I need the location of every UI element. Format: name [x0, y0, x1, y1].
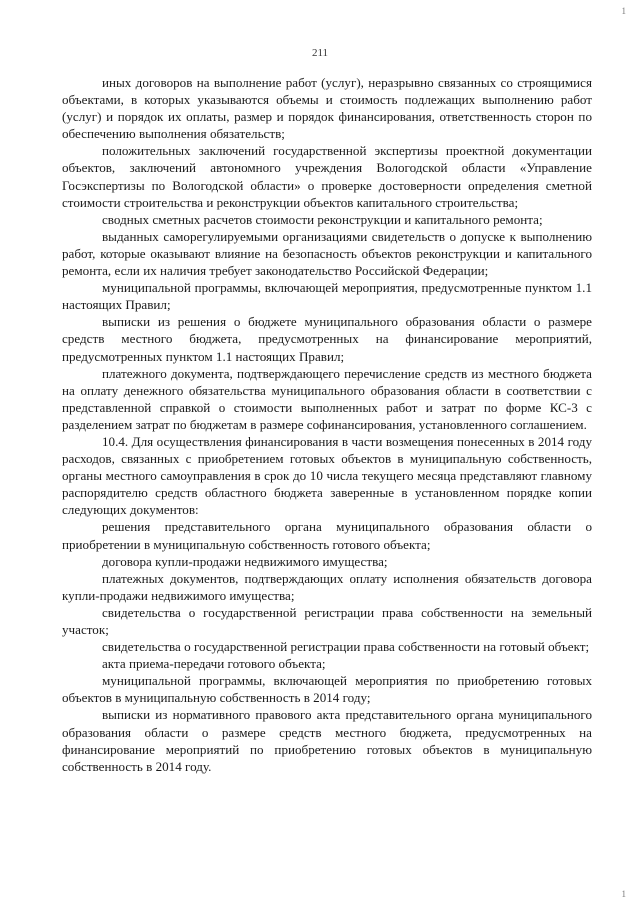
paragraph-expertise-conclusions: положительных заключений государственной экспертизы проектной документации объектов, заключений автономного учреждения Вологодской области «Управление Госэкспертизы по Вологодской области» о проверке достоверности определения сметной стоимости строительства и реконструкции объектов капитального строительства;	[62, 143, 592, 210]
paragraph-municipal-program: муниципальной программы, включающей мероприятия, предусмотренные пунктом 1.1 настоящих Правил;	[62, 280, 592, 313]
paragraph-payment-document: платежного документа, подтверждающего перечисление средств из местного бюджета на оплату денежного обязательства муниципального образования области в соответствии с представленной справкой о стоимости выполненных работ и затрат по форме КС-3 с разделением затрат по бюджетам в размере софинансирования, установленного соглашением.	[62, 365, 592, 432]
paragraph-transfer-act: акта приема-передачи готового объекта;	[102, 656, 326, 672]
paragraph-other-contracts: иных договоров на выполнение работ (услуг), неразрывно связанных со строящимися объектами, в которых указываются объемы и стоимость подлежащих выполнению работ (услуг) и порядок их оплаты, размер и порядок финансирования, ответственность сторон по обеспечению выполнения обязательств;	[62, 75, 592, 142]
paragraph-program-2014: муниципальной программы, включающей мероприятия по приобретению готовых объектов в муниципальную собственность в 2014 году;	[62, 673, 592, 706]
paragraph-land-registration: свидетельства о государственной регистрации права собственности на земельный участок;	[62, 604, 592, 637]
paragraph-object-registration: свидетельства о государственной регистрации права собственности на готовый объект;	[102, 639, 590, 655]
paragraph-payment-documents: платежных документов, подтверждающих оплату исполнения обязательств договора купли-продажи недвижимого имущества;	[62, 570, 592, 603]
paragraph-summary-estimates: сводных сметных расчетов стоимости реконструкции и капитального ремонта;	[102, 211, 543, 227]
paragraph-purchase-contract: договора купли-продажи недвижимого имущества;	[102, 553, 388, 569]
page-number: 211	[311, 47, 329, 59]
paragraph-budget-decision-extract: выписки из решения о бюджете муниципального образования области о размере средств местного бюджета, предусмотренных на финансирование мероприятий, предусмотренных пунктом 1.1 настоящих Правил;	[62, 314, 592, 364]
paragraph-sro-certificates: выданных саморегулируемыми организациями свидетельств о допуске к выполнению работ, которые оказывают влияние на безопасность объектов реконструкции и капитального ремонта, если их наличия требует законодательство Российской Федерации;	[62, 228, 592, 279]
document-body	[62, 74, 592, 775]
paragraph-acquisition-decision: решения представительного органа муниципального образования области о приобретении в муниципальную собственность готового объекта;	[62, 519, 592, 552]
bottom-mark: 1	[621, 889, 626, 899]
corner-mark: 1	[621, 6, 626, 16]
paragraph-normative-act-extract: выписки из нормативного правового акта представительного органа муниципального образования области о размере средств местного бюджета, предусмотренных на финансирование мероприятий по приобретению готовых объектов в муниципальную собственность в 2014 году.	[62, 707, 592, 774]
paragraph-section-10-4: 10.4. Для осуществления финансирования в части возмещения понесенных в 2014 году расходов, связанных с приобретением готовых объектов в муниципальную собственность, органы местного самоуправления в срок до 10 числа текущего месяца представляют главному распорядителю средств областного бюджета заверенные в установленном порядке копии следующих документов:	[62, 433, 592, 518]
